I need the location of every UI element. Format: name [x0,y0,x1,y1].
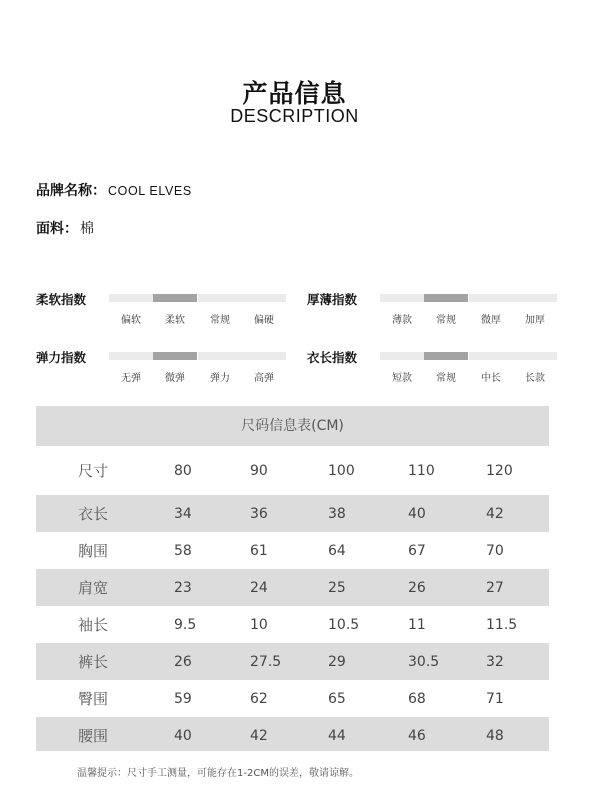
index-label: 弹力指数 [36,350,87,365]
index-option-label: 无弹 [121,373,141,384]
index-option-label: 偏硬 [254,315,274,326]
index-bar-selected [424,294,468,302]
table-cell: 71 [486,690,504,707]
index-option-label: 常规 [210,315,230,326]
table-cell: 27 [486,579,504,596]
table-cell: 25 [328,579,346,596]
index-bar [198,352,242,360]
table-row [36,569,549,606]
table-cell: 59 [174,690,192,707]
fabric-row [36,218,94,238]
table-cell: 67 [408,542,426,559]
table-cell: 32 [486,653,504,670]
table-row-name: 袖长 [78,616,109,634]
table-cell: 46 [408,727,426,744]
table-cell: 110 [408,462,435,479]
index-option-label: 弹力 [210,373,230,384]
index-label: 衣长指数 [307,350,358,365]
table-row [36,495,549,532]
index-option-label: 常规 [436,373,456,384]
table-row [36,717,549,754]
table-row-name: 肩宽 [78,579,109,597]
index-bar [242,294,286,302]
table-cell: 48 [486,727,504,744]
table-cell: 24 [250,579,268,596]
page-title-en: DESCRIPTION [230,106,359,126]
table-cell: 64 [328,542,346,559]
table-row-name: 腰围 [78,727,109,745]
table-cell: 68 [408,690,426,707]
table-cell: 90 [250,462,268,479]
index-option-label: 微弹 [165,373,185,384]
index-bar-selected [153,352,197,360]
table-cell: 100 [328,462,355,479]
table-cell: 44 [328,727,346,744]
fabric-label: 面料： [36,221,78,237]
table-row [36,643,549,680]
index-option-label: 微厚 [481,315,501,326]
table-cell: 30.5 [408,653,440,670]
index-bar [109,294,153,302]
index-bar-selected [153,294,197,302]
table-row [36,680,549,717]
table-cell: 10 [250,616,268,633]
table-cell: 80 [174,462,192,479]
table-cell: 40 [408,505,426,522]
table-cell: 26 [408,579,426,596]
table-row [36,446,549,495]
index-bar [380,294,424,302]
table-row-name: 衣长 [78,505,109,523]
table-row-name: 尺寸 [78,462,109,480]
table-cell: 62 [250,690,268,707]
table-cell: 27.5 [250,653,282,670]
table-cell: 11.5 [486,616,518,633]
table-cell: 40 [174,727,192,744]
table-cell: 9.5 [174,616,197,633]
index-option-label: 薄款 [392,315,412,326]
table-cell: 10.5 [328,616,360,633]
table-cell: 65 [328,690,346,707]
index-bar [469,294,513,302]
table-row-name: 臀围 [78,690,109,708]
brand-label: 品牌名称： [36,183,106,199]
table-cell: 23 [174,579,192,596]
table-row [36,606,549,643]
index-bar [513,352,557,360]
index-bar [513,294,557,302]
table-cell: 11 [408,616,426,633]
index-bar [242,352,286,360]
index-option-label: 长款 [525,373,545,384]
table-row-name: 裤长 [78,653,109,671]
brand-value: COOL ELVES [108,184,192,198]
index-bar [109,352,153,360]
index-label: 柔软指数 [36,292,87,307]
index-bar-selected [424,352,468,360]
index-option-label: 偏软 [121,315,141,326]
brand-row [36,180,192,200]
table-cell: 34 [174,505,192,522]
index-option-label: 加厚 [525,315,545,326]
index-option-label: 中长 [481,373,501,384]
index-bar [380,352,424,360]
table-cell: 70 [486,542,504,559]
index-option-label: 常规 [436,315,456,326]
table-row [36,532,549,569]
index-bar [469,352,513,360]
index-bar [198,294,242,302]
index-option-label: 短款 [392,373,412,384]
table-cell: 29 [328,653,346,670]
table-cell: 42 [250,727,268,744]
table-cell: 120 [486,462,513,479]
size-table [36,406,549,751]
index-option-label: 高弹 [254,373,274,384]
table-cell: 58 [174,542,192,559]
fabric-value: 棉 [80,221,94,237]
index-label: 厚薄指数 [307,292,358,307]
index-option-label: 柔软 [165,315,185,326]
table-cell: 26 [174,653,192,670]
table-row-name: 胸围 [78,542,109,560]
table-cell: 61 [250,542,268,559]
size-table-title: 尺码信息表(CM) [241,418,344,434]
table-cell: 36 [250,505,268,522]
page-title-cn: 产品信息 [242,79,347,108]
table-cell: 42 [486,505,504,522]
table-cell: 38 [328,505,346,522]
measurement-note: 温馨提示：尺寸手工测量，可能存在1-2CM的误差，敬请谅解。 [77,768,359,779]
